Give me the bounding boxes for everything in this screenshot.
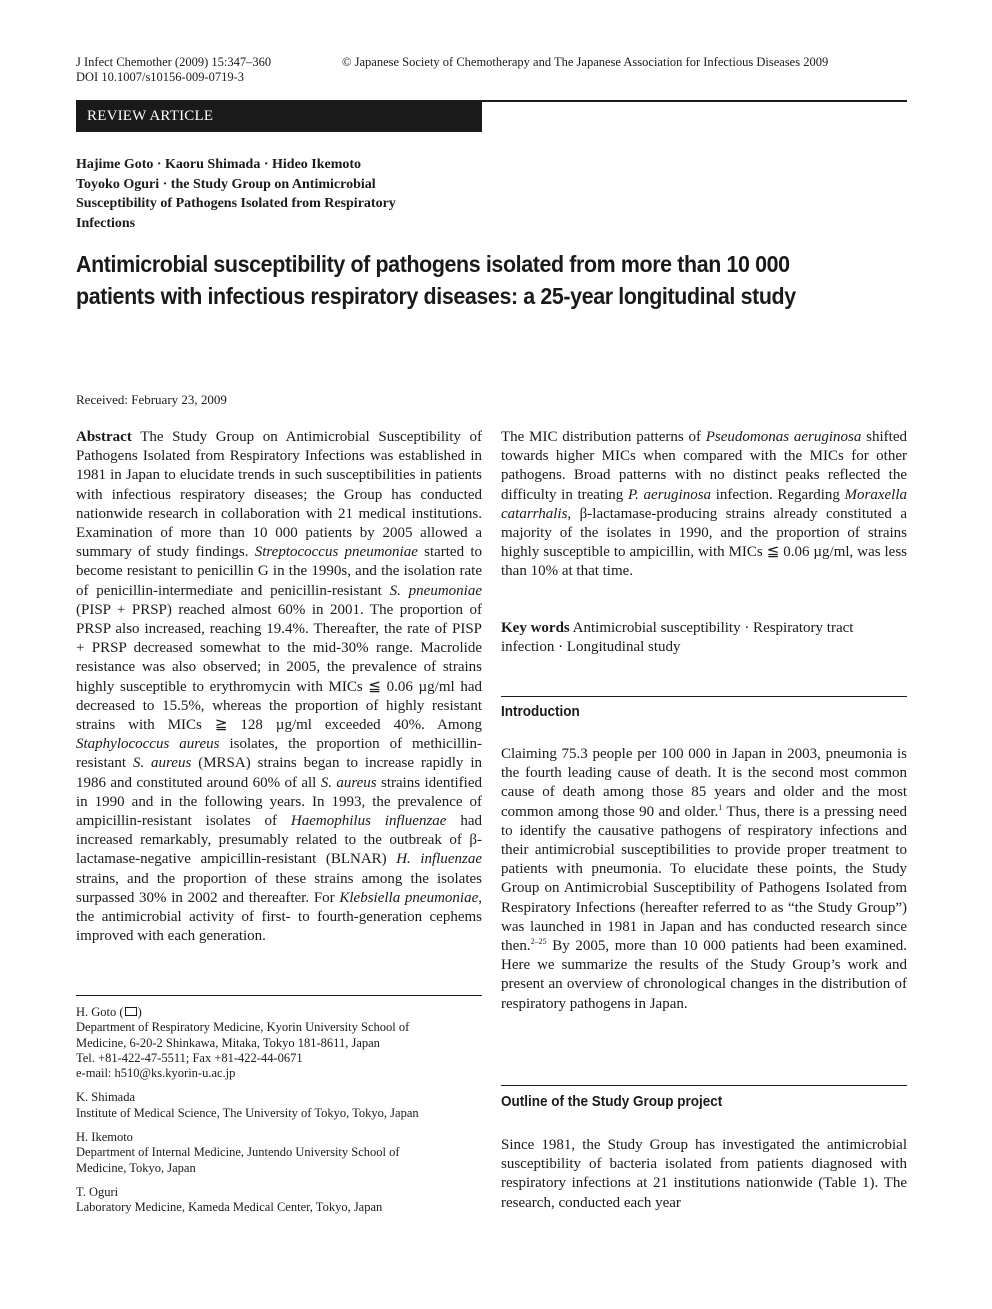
affiliation-line: Tel. +81-422-47-5511; Fax +81-422-44-0671 [76, 1050, 303, 1065]
keywords-text: Antimicrobial susceptibility · Respiratory tract infection · Longitudinal study [501, 620, 854, 656]
affiliation-line: Institute of Medical Science, The University of Tokyo, Tokyo, Japan [76, 1105, 419, 1120]
author-line: Susceptibility of Pathogens Isolated from Respiratory [76, 196, 396, 211]
affiliation-author: H. Goto ( ) [76, 1005, 142, 1019]
affiliation-line: Medicine, 6-20-2 Shinkawa, Mitaka, Tokyo 181-8611, Japan [76, 1035, 380, 1050]
doi: DOI 10.1007/s10156-009-0719-3 [76, 70, 245, 84]
section-heading-outline: Outline of the Study Group project [501, 1093, 723, 1110]
section-heading-introduction: Introduction [501, 703, 580, 720]
affiliation-rule [76, 995, 482, 996]
affiliation-line: Laboratory Medicine, Kameda Medical Center, Tokyo, Japan [76, 1200, 383, 1215]
article-type-banner: REVIEW ARTICLE [76, 101, 482, 132]
affiliation [76, 1090, 482, 1121]
author-line: Toyoko Oguri · the Study Group on Antimicrobial [76, 176, 376, 192]
introduction-text: Claiming 75.3 people per 100 000 in Japan in 2003, pneumonia is the fourth leading cause of death. It is the second most common cause of death among those 85 years and older and the most common among those 90 and older.$^1$ Thus, there is a pressing need to identify the causative pathogens of respiratory infections and their antimicrobial susceptibilities to provide proper treatment to patients with pneumonia. To elucidate these points, the Study Group on Antimicrobial Susceptibility of Pathogens Isolated from Respiratory Infections (hereafter referred to as “the Study Group”) was launched in 1981 in Japan and has conducted research since then.$^{2-25}$ By 2005, more than 10 000 patients had been examined. Here we summarize the results of the Study Group’s work and present an overview of chronological changes in the distribution of respiratory pathogens in Japan. [501, 746, 907, 1012]
received-date: Received: February 23, 2009 [76, 392, 227, 407]
envelope-icon [125, 1007, 137, 1016]
author-list [76, 155, 476, 233]
copyright-notice: © Japanese Society of Chemotherapy and The Japanese Association for Infectious Diseases 2009 [342, 55, 829, 69]
journal-reference: J Infect Chemother (2009) 15:347–360 [76, 55, 272, 69]
title-line: patients with infectious respiratory diseases: a 25-year longitudinal study [76, 283, 796, 309]
affiliations [76, 1005, 482, 1225]
abstract-label: Abstract [76, 429, 132, 445]
affiliation-author: K. Shimada [76, 1090, 136, 1105]
abstract-continuation: The MIC distribution patterns of Pseudomonas aeruginosa shifted towards higher MICs when compared with the MICs for other pathogens. Broad patterns with no distinct peaks reflected the difficulty in treating P. aeruginosa infection. Regarding Moraxella catarrhalis, β-lactamase-producing strains already constituted a majority of the isolates in 1990, and the proportion of strains highly susceptible to ampicillin, with MICs ≦ 0.06 µg/ml, was less than 10% at that time. [501, 429, 908, 580]
affiliation-author: H. Ikemoto [76, 1130, 133, 1145]
journal-citation [76, 55, 271, 85]
author-line: Infections [76, 215, 136, 231]
affiliation-author: T. Oguri [76, 1184, 119, 1199]
affiliation-email: e-mail: h510@ks.kyorin-u.ac.jp [76, 1066, 236, 1081]
section-rule [501, 1085, 907, 1086]
affiliation [76, 1130, 482, 1176]
affiliation-line: Department of Respiratory Medicine, Kyorin University School of [76, 1020, 410, 1035]
abstract [76, 428, 482, 946]
author-line: Hajime Goto · Kaoru Shimada · Hideo Ikemoto [76, 157, 362, 172]
affiliation-line: Medicine, Tokyo, Japan [76, 1160, 196, 1175]
affiliation [76, 1185, 482, 1216]
keywords-label: Key words [501, 620, 570, 636]
keywords [501, 619, 907, 657]
affiliation-line: Department of Internal Medicine, Juntendo University School of [76, 1145, 400, 1160]
article-title [76, 248, 848, 312]
affiliation [76, 1005, 482, 1081]
outline-text: Since 1981, the Study Group has investigated the antimicrobial susceptibility of bacteria isolated from patients diagnosed with respiratory infections at 21 institutions nationwide (Table 1). The research, conducted each year [501, 1137, 907, 1211]
title-line: Antimicrobial susceptibility of pathogens isolated from more than 10 000 [76, 251, 790, 277]
section-rule [501, 696, 907, 697]
abstract-body: The Study Group on Antimicrobial Susceptibility of Pathogens Isolated from Respiratory Infections was established in 1981 in Japan to elucidate trends in such susceptibilities in patients with infectious respiratory diseases; the Group has conducted nationwide research in collaboration with 21 medical institutions. Examination of more than 10 000 patients by 2005 allowed a summary of study findings. Streptococcus pneumoniae started to become resistant to penicillin G in the 1990s, and the isolation rate of penicillin-intermediate and penicillin-resistant S. pneumoniae (PISP + PRSP) reached almost 60% in 2001. The proportion of PRSP also increased, reaching 19.4%. Thereafter, the rate of PISP + PRSP decreased somewhat to the mid-30% range. Macrolide resistance was also observed; in 2005, the prevalence of strains highly susceptible to erythromycin with MICs ≦ 0.06 µg/ml had decreased to 15.5%, whereas the proportion of highly resistant strains with MICs ≧ 128 µg/ml exceeded 40%. Among Staphylococcus aureus isolates, the proportion of methicillin-resistant S. aureus (MRSA) strains began to increase rapidly in 1986 and constituted around 60% of all S. aureus strains identified in 1990 and in the following years. In 1993, the prevalence of ampicillin-resistant isolates of Haemophilus influenzae had increased remarkably, presumably related to the outbreak of β-lactamase-negative ampicillin-resistant (BLNAR) H. influenzae strains, and the proportion of these strains among the isolates surpassed 30% in 2002 and thereafter. For Klebsiella pneumoniae, the antimicrobial activity of first- to fourth-generation cephems improved with each generation. [76, 429, 482, 945]
